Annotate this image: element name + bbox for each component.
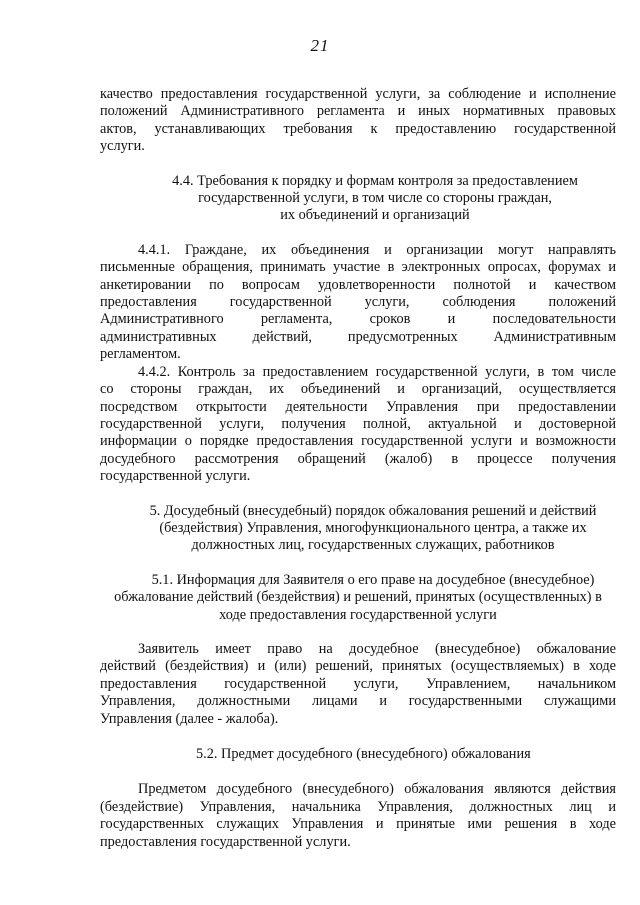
text-line: анкетировании по вопросам удовлетворенности полнотой и качеством [100,276,616,293]
text-line: услуги. [100,138,145,155]
text-line: посредством открытости деятельности Управления при предоставлении [100,398,616,415]
paragraph-4-4-2 [100,364,616,486]
document-body [100,86,616,851]
text-line: со стороны граждан, их объединений и организаций, осуществляется [100,381,616,398]
text-line: предоставления государственной услуги, Управлением, начальником [100,675,616,692]
text-line: 4.4.2. Контроль за предоставлением государственной услуги, в том числе [138,363,616,380]
text-line: Заявитель имеет право на досудебное (внесудебное) обжалование [138,640,616,657]
heading-line: 5.1. Информация для Заявителя о его праве на досудебное (внесудебное) [151,571,595,588]
text-line: Управления (далее - жалоба). [100,710,279,727]
heading-line: должностных лиц, государственных служащих, работников [191,537,555,554]
text-line: предоставления государственной услуги. [100,833,351,850]
heading-line: обжалование действий (бездействия) и решений, принятых (осуществленных) в [114,589,602,606]
text-line: действий (бездействия) и (или) решений, принятых (осуществляемых) в ходе [100,658,616,675]
text-line: Административного регламента, сроков и последовательности [100,311,616,328]
paragraph-5-2 [100,781,616,851]
text-line: государственных служащих Управления и принятые ими решения в ходе [100,816,616,833]
text-line: Управления, должностными лицами и государственными служащими [100,693,616,710]
text-line: актов, устанавливающих требования к предоставлению государственной [100,120,616,137]
text-line: регламентом. [100,346,181,363]
text-line: положений Административного регламента и иных нормативных правовых [100,103,616,120]
text-line: информации о порядке предоставления государственной услуги и возможности [100,433,616,450]
heading-line: ходе предоставления государственной услуги [219,606,497,623]
heading-line: их объединений и организаций [280,207,470,224]
text-line: административных действий, предусмотренных Административным [100,328,616,345]
heading-line: 4.4. Требования к порядку и формам контроля за предоставлением [172,172,578,189]
heading-5-1 [100,572,616,624]
heading-line: (бездействия) Управления, многофункционального центра, а также их [159,519,587,536]
text-line: 4.4.1. Граждане, их объединения и организации могут направлять [138,241,616,258]
heading-5-2: 5.2. Предмет досудебного (внесудебного) обжалования [196,746,531,762]
heading-4-4 [100,173,610,225]
heading-5 [100,503,616,555]
heading-line: 5. Досудебный (внесудебный) порядок обжалования решений и действий [149,502,597,519]
text-line: государственной услуги, получения полной, актуальной и достоверной [100,415,616,432]
text-line: досудебного рассмотрения обращений (жалоб) в процессе получения [100,450,616,467]
text-line: предоставления государственной услуги, соблюдения положений [100,294,616,311]
page-number: 21 [310,36,330,55]
paragraph-intro [100,86,616,156]
paragraph-5-1 [100,641,616,728]
text-line: Предметом досудебного (внесудебного) обжалования являются действия [138,781,616,798]
heading-line: государственной услуги, в том числе со стороны граждан, [198,190,552,207]
text-line: качество предоставления государственной услуги, за соблюдение и исполнение [100,86,616,102]
paragraph-4-4-1 [100,242,616,364]
text-line: (бездействие) Управления, начальника Управления, должностных лиц и [100,798,616,815]
text-line: письменные обращения, принимать участие в электронных опросах, форумах и [100,259,616,276]
text-line: государственной услуги. [100,468,251,485]
